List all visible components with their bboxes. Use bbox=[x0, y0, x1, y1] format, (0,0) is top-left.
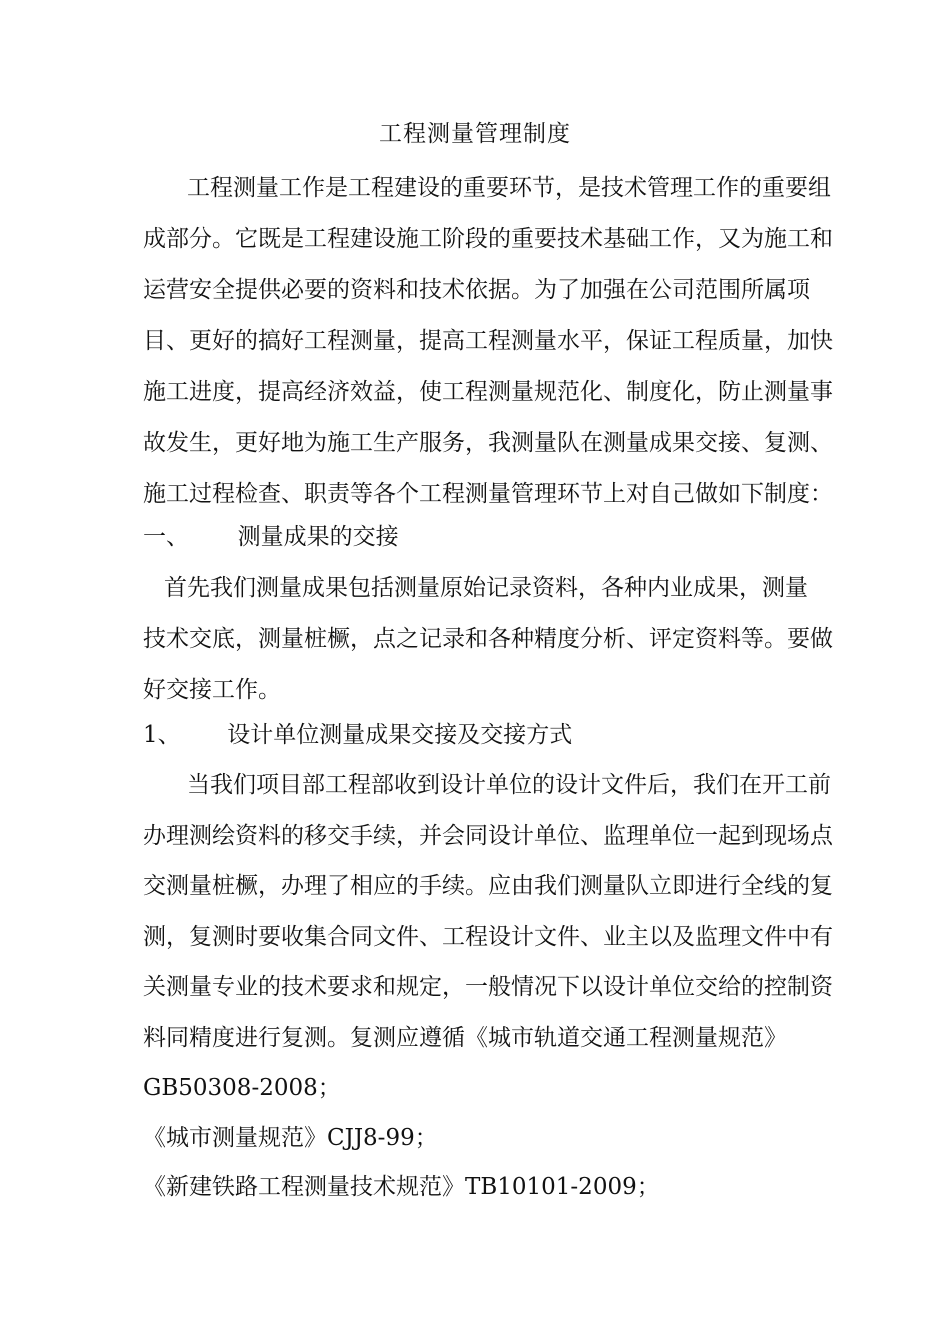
subsection-line: 交测量桩橛，办理了相应的手续。应由我们测量队立即进行全线的复 bbox=[143, 873, 833, 899]
section-title: 测量成果的交接 bbox=[237, 524, 399, 550]
subsection-number: 1、 bbox=[143, 722, 181, 748]
subsection-line: 《城市测量规范》CJJ8-99； bbox=[143, 1125, 438, 1151]
subsection-heading bbox=[143, 719, 572, 751]
intro-line: 施工过程检查、职责等各个工程测量管理环节上对自己做如下制度： bbox=[143, 481, 833, 507]
section-line: 技术交底，测量桩橛，点之记录和各种精度分析、评定资料等。要做 bbox=[143, 626, 833, 652]
subsection-line: 料同精度进行复测。复测应遵循《城市轨道交通工程测量规范》 bbox=[143, 1025, 787, 1051]
intro-line: 工程测量工作是工程建设的重要环节，是技术管理工作的重要组 bbox=[187, 175, 831, 201]
document-title: 工程测量管理制度 bbox=[379, 121, 571, 147]
intro-line: 目、更好的搞好工程测量，提高工程测量水平，保证工程质量，加快 bbox=[143, 328, 833, 354]
intro-line: 成部分。它既是工程建设施工阶段的重要技术基础工作，又为施工和 bbox=[143, 226, 833, 252]
section-number: 一、 bbox=[143, 524, 189, 550]
subsection-line: 《新建铁路工程测量技术规范》TB10101-2009； bbox=[143, 1174, 660, 1200]
section-heading bbox=[143, 521, 399, 553]
subsection-line: 测，复测时要收集合同文件、工程设计文件、业主以及监理文件中有 bbox=[143, 924, 833, 950]
section-line: 首先我们测量成果包括测量原始记录资料，各种内业成果，测量 bbox=[164, 575, 808, 601]
subsection-title: 设计单位测量成果交接及交接方式 bbox=[227, 722, 573, 748]
subsection-line: 办理测绘资料的移交手续，并会同设计单位、监理单位一起到现场点 bbox=[143, 823, 833, 849]
section-line: 好交接工作。 bbox=[143, 677, 281, 703]
intro-line: 运营安全提供必要的资料和技术依据。为了加强在公司范围所属项 bbox=[143, 277, 810, 303]
subsection-line: 关测量专业的技术要求和规定，一般情况下以设计单位交给的控制资 bbox=[143, 974, 833, 1000]
subsection-line: GB50308-2008； bbox=[143, 1075, 341, 1101]
intro-line: 施工进度，提高经济效益，使工程测量规范化、制度化，防止测量事 bbox=[143, 379, 833, 405]
subsection-line: 当我们项目部工程部收到设计单位的设计文件后，我们在开工前 bbox=[187, 772, 831, 798]
intro-line: 故发生，更好地为施工生产服务，我测量队在测量成果交接、复测、 bbox=[143, 430, 833, 456]
